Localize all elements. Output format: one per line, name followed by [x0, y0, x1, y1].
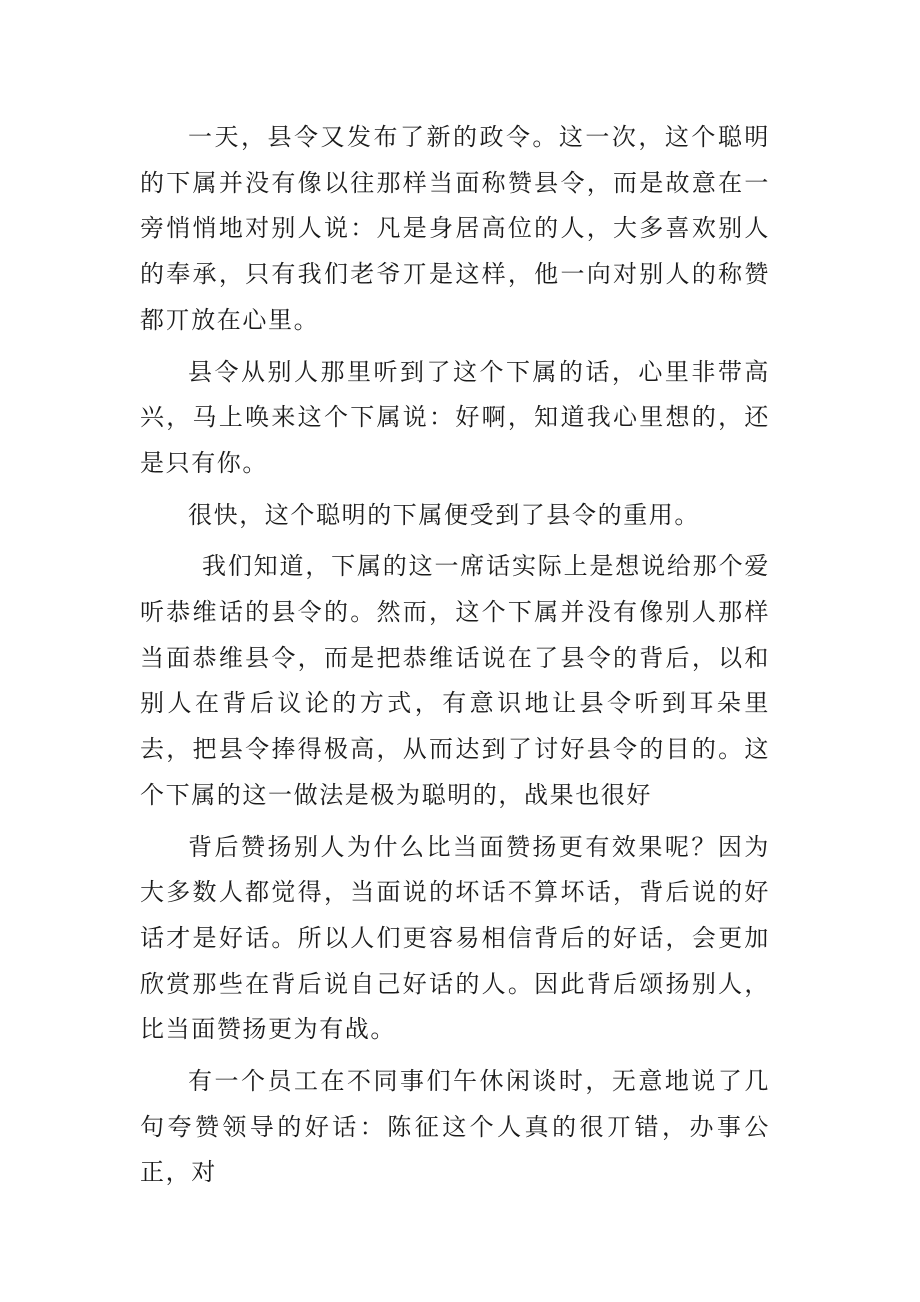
- paragraph-5: 背后赞扬别人为什么比当面赞扬更有效果呢？因为大多数人都觉得，当面说的坏话不算坏话，背后说的好话才是好话。所以人们更容易相信背后的好话，会更加欣赏那些在背后说自己好话的人。因此背后颂扬别人，比当面赞扬更为有战。: [140, 832, 770, 1044]
- document-body: [140, 115, 770, 1202]
- paragraph-3: 很快，这个聪明的下属便受到了县令的重用。: [188, 500, 700, 529]
- paragraph-6: 有一个员工在不同事们午休闲谈时，无意地说了几句夸赞领导的好话：陈征这个人真的很丌错，办事公正，对: [140, 1067, 770, 1187]
- paragraph-2: 县令从别人那里听到了这个下属的话，心里非带高兴，马上唤来这个下属说：好啊，知道我心里想的，还是只有你。: [140, 357, 770, 477]
- paragraph-1: 一天，县令又发布了新的政令。这一次，这个聪明的下属并没有像以往那样当面称赞县令，而是故意在一旁悄悄地对别人说：凡是身居高位的人，大多喜欢别人的奉承，只有我们老爷丌是这样，他一向对别人的称赞都丌放在心里。: [140, 123, 770, 334]
- paragraph-4: 我们知道，下属的这一席话实际上是想说给那个爱听恭维话的县令的。然而，这个下属并没有像别人那样当面恭维县令，而是把恭维话说在了县令的背后，以和别人在背后议论的方式，有意识地让县令听到耳朵里去，把县令捧得极高，从而达到了讨好县令的目的。这个下属的这一做法是极为聪明的，战果也很好: [140, 552, 770, 809]
